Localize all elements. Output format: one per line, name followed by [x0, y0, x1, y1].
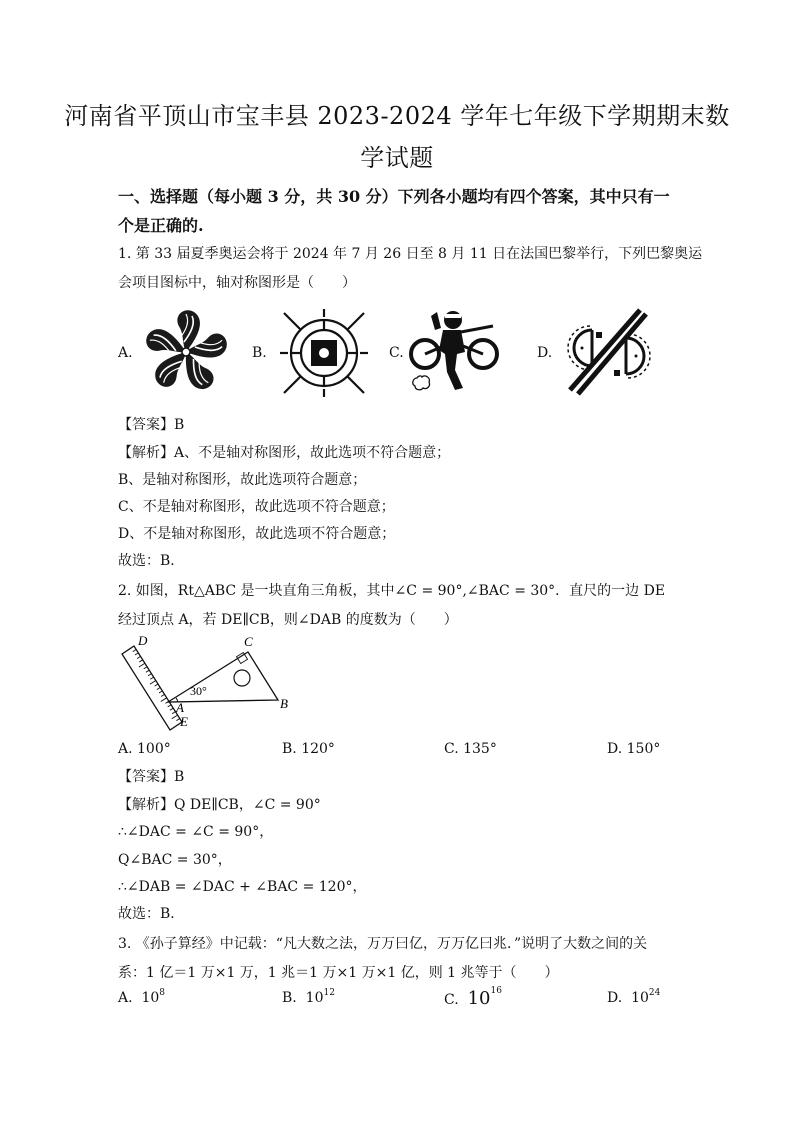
q1-analysis-line1: 【解析】A、不是轴对称图形，故此选项不符合题意；	[118, 445, 451, 461]
q3-option-a	[118, 990, 165, 1006]
q3-option-d-base: 10	[631, 990, 649, 1006]
q1-analysis-line4: D、不是轴对称图形，故此选项不符合题意；	[118, 526, 396, 542]
q3-stem-line1: 3. 《孙子算经》中记载：“凡大数之法，万万曰亿，万万亿曰兆．”说明了大数之间的关	[118, 936, 648, 952]
q3-option-d	[607, 990, 660, 1006]
q3-option-a-exp: 8	[159, 988, 166, 998]
q3-option-c-exp: 16	[490, 986, 502, 996]
q1-stem-line1: 1. 第 33 届夏季奥运会将于 2024 年 7 月 26 日至 8 月 11 日在法国巴黎举行，下列巴黎奥运	[118, 246, 703, 262]
label-angle-30: 30°	[190, 684, 207, 698]
label-e: E	[180, 714, 188, 729]
section-heading-line1: 一、选择题（每小题 3 分，共 30 分）下列各小题均有四个答案，其中只有一	[118, 187, 670, 206]
q3-stem-line2: 系：1 亿＝1 万×1 万，1 兆＝1 万×1 万×1 亿，则 1 兆等于（ ）	[118, 965, 559, 981]
q2-analysis-line1: 【解析】Q DE∥CB，∠C = 90°	[118, 797, 321, 813]
q2-analysis-line5: 故选：B．	[118, 906, 185, 922]
q1-analysis-line5: 故选：B．	[118, 553, 185, 569]
q2-stem-line2: 经过顶点 A，若 DE∥CB，则∠DAB 的度数为（ ）	[118, 612, 458, 628]
q3-option-c-base: 10	[467, 988, 491, 1009]
q2-option-b: B. 120°	[282, 741, 335, 757]
q3-option-d-exp: 24	[648, 988, 661, 998]
q2-option-a: A. 100°	[118, 741, 171, 757]
q2-option-c: C. 135°	[444, 741, 497, 757]
q1-answer: 【答案】B	[118, 417, 185, 433]
q2-stem-line1: 2. 如图，Rt△ABC 是一块直角三角板，其中∠C = 90°,∠BAC = 30°．直尺的一边 DE	[118, 583, 666, 599]
doc-title-line2: 学试题	[360, 144, 434, 172]
q3-option-c	[444, 988, 502, 1009]
q1-option-c-label: C.	[389, 345, 404, 361]
q2-analysis-line3: Q∠BAC = 30°，	[118, 852, 232, 868]
q1-analysis-line3: C、不是轴对称图形，故此选项不符合题意；	[118, 499, 395, 515]
q2-answer: 【答案】B	[118, 769, 185, 785]
q1-stem-line2: 会项目图标中，轴对称图形是（ ）	[118, 275, 356, 291]
q2-option-d: D. 150°	[607, 741, 661, 757]
q1-option-b-label: B.	[252, 345, 267, 361]
q1-analysis-line2: B、是轴对称图形，故此选项符合题意；	[118, 472, 367, 488]
q3-option-a-label: A.	[118, 990, 133, 1006]
q2-analysis-line2: ∴∠DAC = ∠C = 90°，	[118, 824, 274, 840]
q3-option-b-base: 10	[305, 990, 324, 1006]
label-b: B	[280, 696, 288, 711]
hockey-stick-icon	[556, 304, 656, 400]
section-heading-line2: 个是正确的.	[118, 216, 204, 235]
q3-option-b-exp: 12	[323, 988, 335, 998]
triangle-ruler-figure	[118, 632, 298, 736]
q1-option-d-label: D.	[537, 345, 553, 361]
q3-option-a-base: 10	[141, 990, 160, 1006]
label-c: C	[244, 634, 253, 649]
pinwheel-icon	[138, 306, 234, 398]
q3-option-c-label: C.	[444, 992, 459, 1008]
q3-option-b-label: B.	[282, 990, 297, 1006]
q2-analysis-line4: ∴∠DAB = ∠DAC + ∠BAC = 120°，	[118, 879, 367, 895]
target-symbol-icon	[276, 307, 372, 399]
label-d: D	[138, 633, 148, 648]
q3-option-b	[282, 990, 335, 1006]
q3-option-d-label: D.	[607, 990, 623, 1006]
doc-title-line1: 河南省平顶山市宝丰县 2023-2024 学年七年级下学期期末数	[64, 102, 730, 130]
cycling-icon	[405, 308, 503, 394]
label-a: A	[176, 700, 184, 715]
q1-option-a-label: A.	[118, 345, 133, 361]
